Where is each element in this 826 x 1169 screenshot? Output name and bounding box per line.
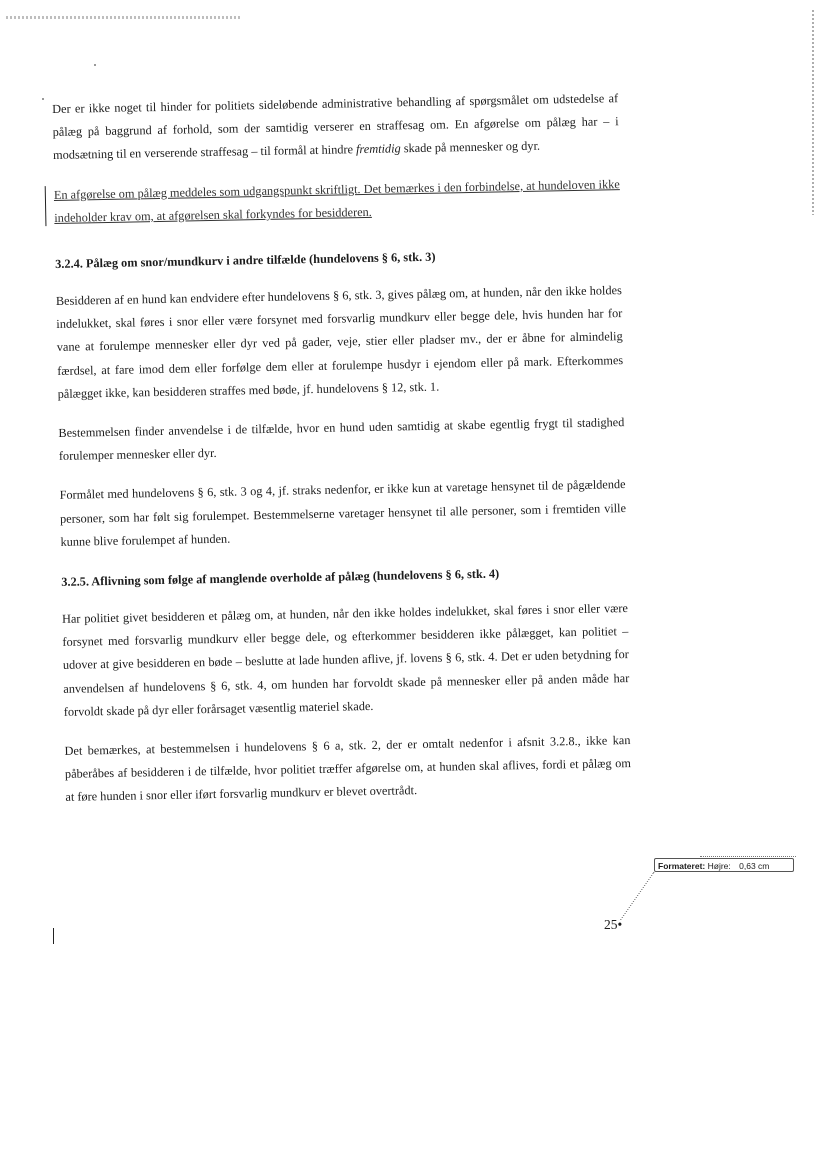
section-heading: 3.2.5. Aflivning som følge af manglende overholde af pålæg (hundelovens § 6, stk. 4): [61, 566, 500, 589]
document-page: [52, 87, 632, 809]
change-bar: [53, 928, 54, 944]
paragraph: Har politiet givet besidderen et pålæg om, at hunden, når den ikke holdes indelukket, skal føres i snor eller være forsynet med forsvarlig mundkurv eller begge dele, og efterkommer besidderen ikke pålægget, kan politiet – udover at give besidderen en bøde – beslutte at lade hunden aflive, jf. lovens § 6, stk. 4. Det er uden betydning for anvendelsen af hundelovens § 6, stk. 4, om hunden har forvoldt skade på mennesker eller på anden måde har forvoldt skade på dyr eller forårsaget væsentlig materiel skade.: [61, 601, 630, 719]
section-heading: 3.2.4. Pålæg om snor/mundkurv i andre tilfælde (hundelovens § 6, stk. 3): [55, 249, 436, 271]
scan-artifact-edge: [812, 10, 814, 215]
paragraph: Besidderen af en hund kan endvidere efter hundelovens § 6, stk. 3, gives pålæg om, at hunden, når den ikke holdes indelukket, skal føres i snor eller være forsynet med forsvarlig mundkurv eller begge dele, hvis hunden har for vane at forulempe mennesker eller dyr ved på gader, veje, stier eller pladser mv., der er åbne for almindelig færdsel, at fare imod dem eller forfølge dem eller at forulempe husdyr i ejendom eller på mark. Efterkommes pålægget ikke, kan besidderen straffes med bøde, jf. hundelovens § 12, stk. 1.: [55, 283, 624, 401]
comment-balloon[interactable]: [654, 858, 794, 872]
balloon-leader-line: [620, 872, 689, 920]
scan-artifact-top: [6, 16, 242, 19]
scan-artifact-dot: [42, 98, 44, 100]
page-number-text: 25: [604, 917, 618, 932]
inserted-text: En afgørelse om pålæg meddeles som udgangspunkt skriftligt. Det bemærkes i den forbindelse, at hundeloven ikke indeholder krav om, at afgørelsen skal forkyndes for besidderen.: [53, 176, 620, 225]
page-number: 25•: [604, 917, 623, 932]
paragraph: Det bemærkes, at bestemmelsen i hundelovens § 6 a, stk. 2, der er omtalt nedenfor i afsnit 3.2.8., ikke kan påberåbes af besidderen i de tilfælde, hvor politiet træffer afgørelse om, at hunden skal aflives, fordi et pålæg om at føre hunden i snor eller iført forsvarlig mundkurv er blevet overtrådt.: [64, 733, 632, 805]
scan-artifact-dot: [94, 64, 96, 66]
balloon-label: Formateret:: [658, 861, 706, 871]
paragraph-text: Der er ikke noget til hinder for politiets sideløbende administrative behandling af spørgsmålet om udstedelse af pålæg på baggrund af forhold, som der samtidig verserer en straffesag om. En afgørelse om pålæg har – i modsætning til en verserende straffesag – til formål at hindre: [52, 91, 619, 163]
balloon-property: Højre:: [707, 861, 731, 871]
paragraph: Bestemmelsen finder anvendelse i de tilfælde, hvor en hund uden samtidig at skabe egentlig frygt til stadighed forulemper mennesker eller dyr.: [58, 415, 625, 464]
paragraph: Formålet med hundelovens § 6, stk. 3 og 4, jf. straks nedenfor, er ikke kun at varetage hensynet til de pågældende personer, som har følt sig forulempet. Bestemmelserne varetager hensynet til alle personer, som i fremtiden ville kunne blive forulempet af hunden.: [59, 477, 627, 549]
change-bar: [45, 186, 47, 226]
balloon-value: 0,63 cm: [739, 861, 770, 871]
paragraph-text: skade på mennesker og dyr.: [400, 139, 541, 156]
paragraph: [52, 87, 619, 167]
italic-text: fremtidig: [355, 141, 401, 157]
